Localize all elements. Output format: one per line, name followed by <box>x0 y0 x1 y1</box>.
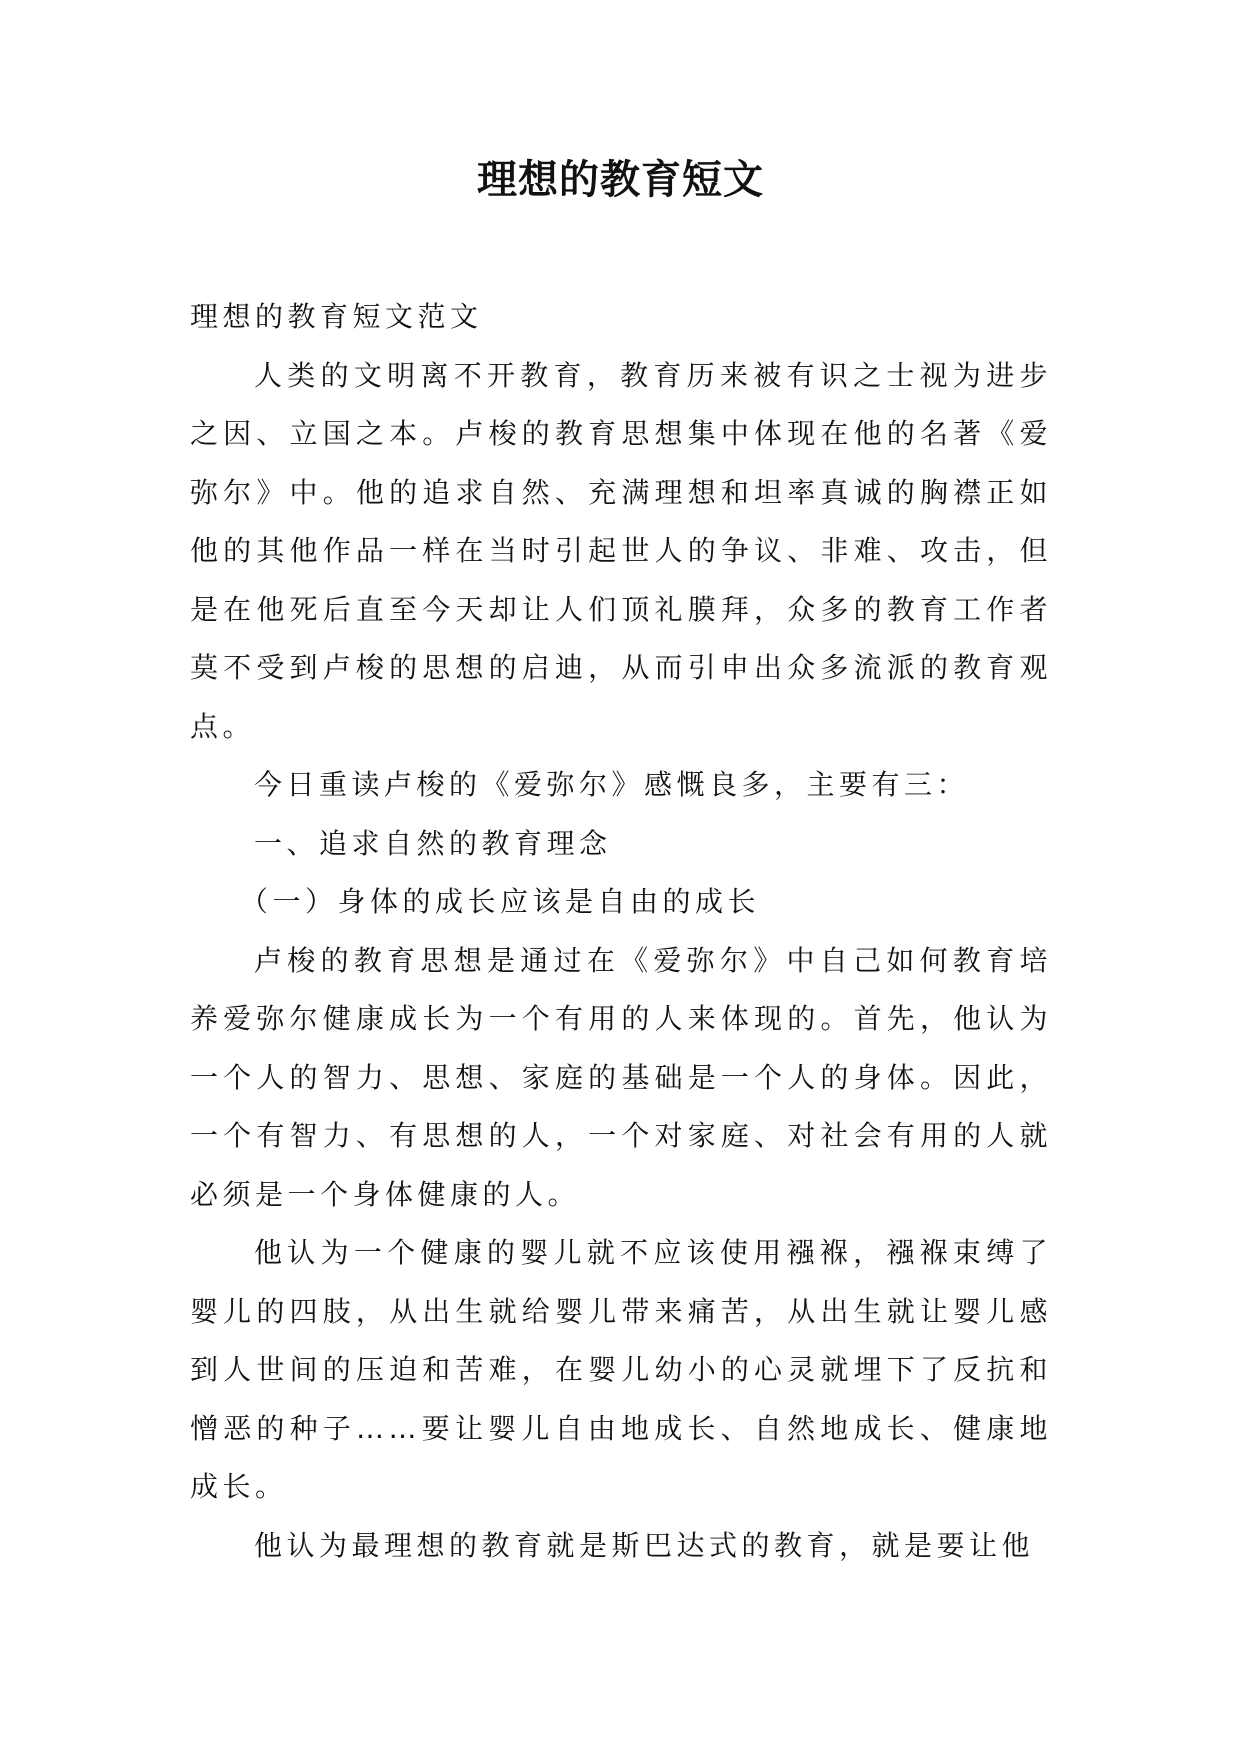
document-body <box>190 288 1052 1575</box>
document-title: 理想的教育短文 <box>477 156 764 203</box>
paragraph-intro: 人类的文明离不开教育，教育历来被有识之士视为进步之因、立国之本。卢梭的教育思想集中体现在他的名著《爱弥尔》中。他的追求自然、充满理想和坦率真诚的胸襟正如他的其他作品一样在当时引起世人的争议、非难、攻击，但是在他死后直至今天却让人们顶礼膜拜，众多的教育工作者莫不受到卢梭的思想的启迪，从而引申出众多流派的教育观点。 <box>190 358 1052 743</box>
paragraph-body: 卢梭的教育思想是通过在《爱弥尔》中自己如何教育培养爱弥尔健康成长为一个有用的人来体现的。首先，他认为一个人的智力、思想、家庭的基础是一个人的身体。因此，一个有智力、有思想的人，一个对家庭、对社会有用的人就必须是一个身体健康的人。 <box>190 943 1052 1211</box>
section-heading: 一、追求自然的教育理念 <box>254 826 612 860</box>
paragraph-body: 他认为一个健康的婴儿就不应该使用襁褓，襁褓束缚了婴儿的四肢，从出生就给婴儿带来痛苦，从出生就让婴儿感到人世间的压迫和苦难，在婴儿幼小的心灵就埋下了反抗和憎恶的种子……要让婴儿自由地成长、自然地成长、健康地成长。 <box>190 1236 1052 1503</box>
paragraph-summary: 今日重读卢梭的《爱弥尔》感慨良多，主要有三： <box>254 768 970 801</box>
paragraph-body: 他认为最理想的教育就是斯巴达式的教育，就是要让他 <box>254 1528 1035 1562</box>
subsection-heading: （一）身体的成长应该是自由的成长 <box>240 885 761 918</box>
document-subtitle: 理想的教育短文范文 <box>190 300 483 333</box>
